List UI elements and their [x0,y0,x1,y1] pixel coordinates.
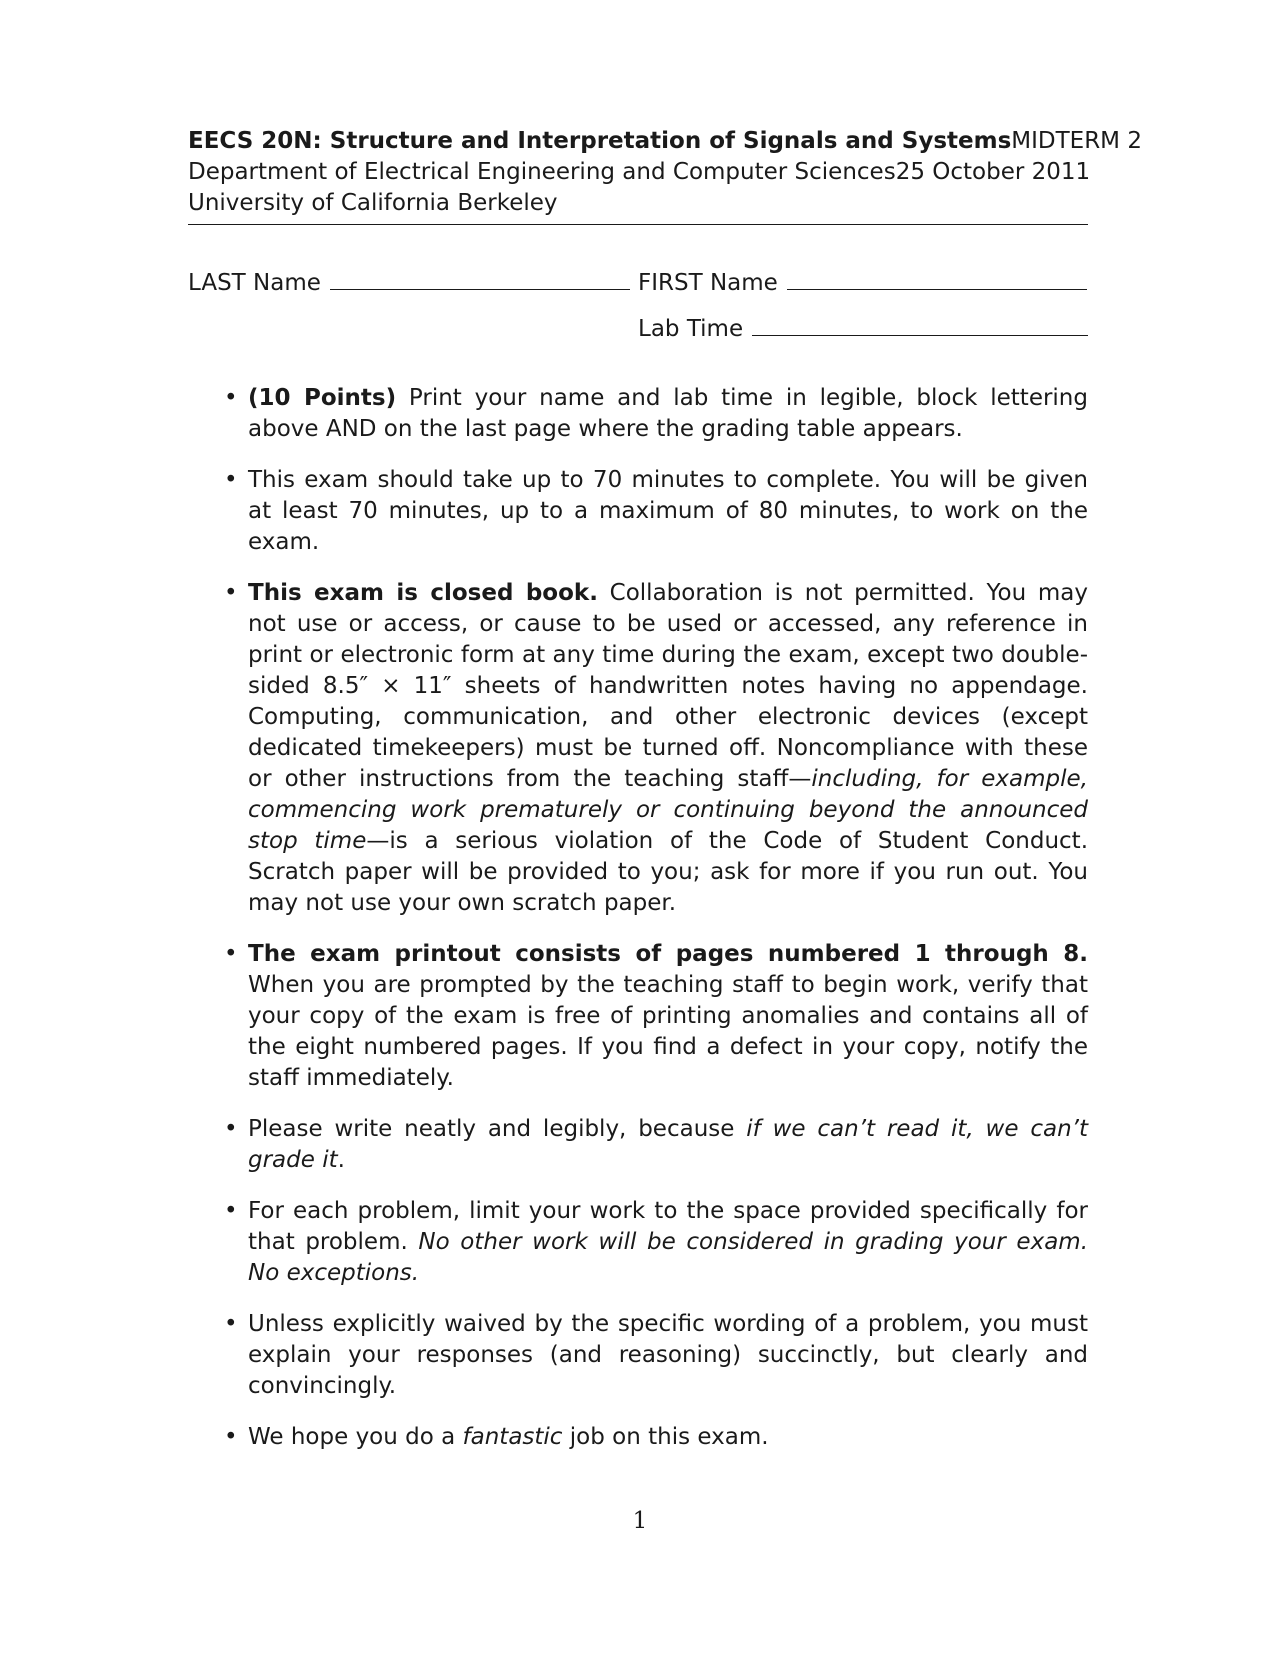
page-number: 1 [632,1508,648,1534]
points-note: (10 Points) [248,385,397,411]
header-divider [188,224,1088,225]
instruction-text: Please write neatly and legibly, because [248,1116,747,1142]
first-name-field[interactable] [638,270,1088,296]
instruction-item [224,465,1088,558]
instruction-text: job on this exam. [562,1424,769,1450]
instruction-italic: No other work will be considered in grading your exam. No exceptions. [248,1229,1088,1286]
university-name: University of California Berkeley [188,190,558,216]
lab-time-label: Lab Time [638,316,744,342]
lab-time-field[interactable] [638,316,1088,342]
instruction-item [224,383,1088,445]
bullet-icon: • [224,385,238,411]
instruction-item [224,1114,1088,1176]
instruction-text: —is a serious violation of the Code of Student Conduct. Scratch paper will be provided to you; ask for more if you run out. You may not use your own scratch paper. [248,828,1089,916]
instruction-italic: if we can’t read it, we can’t grade it [248,1116,1088,1173]
name-row [188,262,1088,296]
instructions-list [224,383,1088,1473]
bullet-icon: • [224,941,238,967]
instruction-text: This exam should take up to 70 minutes to complete. You will be given at least 70 minutes, up to a maximum of 80 minutes, to work on the exam. [248,467,1088,555]
instruction-italic: fantastic [462,1424,563,1450]
instruction-text: Collaboration is not permitted. You may not use or access, or cause to be used or accessed, any reference in print or electronic form at any time during the exam, except two double-sided 8.5″ × 11″ sheets of handwritten notes having no appendage. Computing, communication, and other electronic devices (except dedicated timekeepers) must be turned off. Noncompliance with these or other instructions from the teaching staff— [248,580,1089,792]
instruction-text: When you are prompted by the teaching staff to begin work, verify that your copy of the exam is free of printing anomalies and contains all of the eight numbered pages. If you find a defect in your copy, notify the staff immediately. [248,972,1088,1091]
first-name-blank[interactable] [787,289,1087,290]
exam-date: 25 October 2011 [895,159,1091,185]
bullet-icon: • [224,1424,238,1450]
lab-time-blank[interactable] [752,335,1088,336]
bullet-icon: • [224,1311,238,1337]
last-name-blank[interactable] [330,289,630,290]
header-row-1 [188,126,1142,157]
header-row-2 [188,157,1091,188]
instruction-item [224,578,1088,919]
instruction-text: . [337,1147,345,1173]
instruction-item [224,1422,1088,1453]
instruction-text: We hope you do a [248,1424,463,1450]
last-name-label: LAST Name [188,270,321,296]
header-row-3 [188,188,1088,219]
name-fields [188,262,1088,342]
bullet-icon: • [224,1116,238,1142]
department-name: Department of Electrical Engineering and Computer Sciences [188,159,896,185]
instruction-item [224,1309,1088,1402]
page-count-note: The exam printout consists of pages numbered 1 through 8. [248,941,1088,967]
instruction-item [224,1196,1088,1289]
bullet-icon: • [224,467,238,493]
last-name-field[interactable] [188,270,638,296]
exam-name: MIDTERM 2 [1011,128,1142,154]
bullet-icon: • [224,580,238,606]
first-name-label: FIRST Name [638,270,778,296]
exam-header [188,126,1142,219]
instruction-text: For each problem, limit your work to the space provided specifically for that problem. [248,1198,1088,1255]
instruction-item [224,939,1088,1094]
instruction-italic: including, for example, commencing work prematurely or continuing beyond the announced stop time [248,766,1088,854]
instruction-text: Print your name and lab time in legible, block lettering above AND on the last page where the grading table appears. [248,385,1088,442]
course-title: EECS 20N: Structure and Interpretation of Signals and Systems [188,128,1012,154]
closed-book-note: This exam is closed book. [248,580,598,606]
bullet-icon: • [224,1198,238,1224]
instruction-text: Unless explicitly waived by the specific wording of a problem, you must explain your responses (and reasoning) succinctly, but clearly and convincingly. [248,1311,1088,1399]
lab-row [188,308,1088,342]
